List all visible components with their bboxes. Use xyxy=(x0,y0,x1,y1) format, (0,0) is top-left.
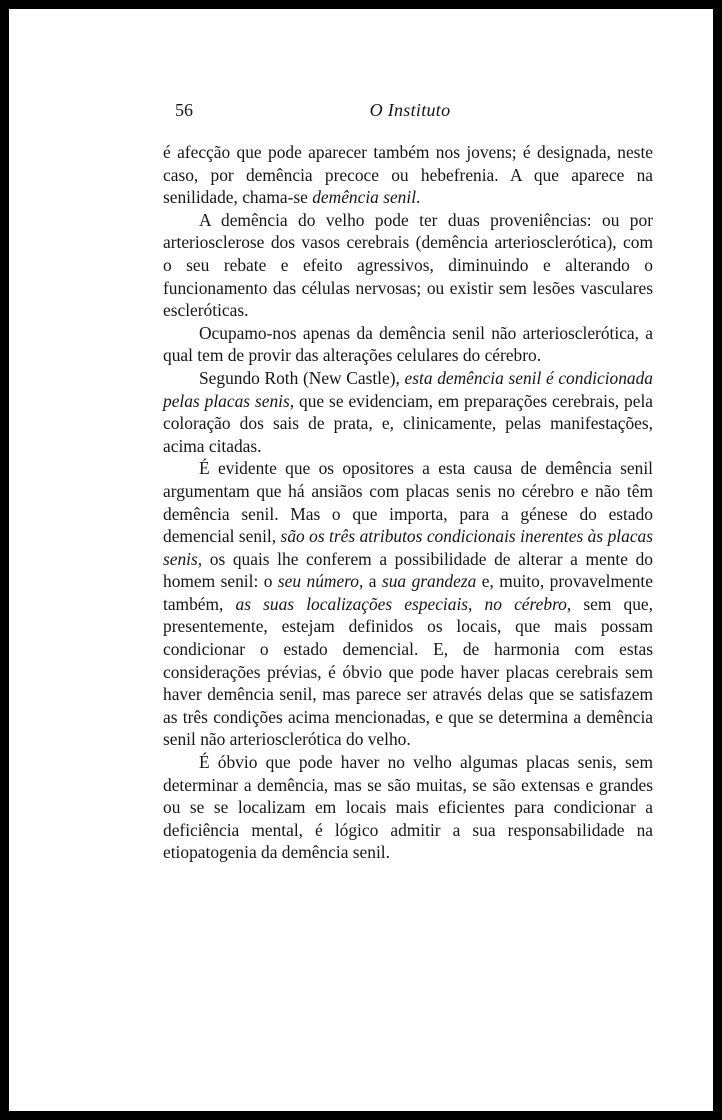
text-run: é afecção que pode aparecer também nos jovens; é designada, neste caso, por demência precoce ou hebefrenia. A que aparece na senilidade, chama-se xyxy=(163,142,653,208)
text-run: . xyxy=(416,187,421,208)
paragraph xyxy=(163,209,653,322)
text-run: Segundo Roth (New Castle), xyxy=(199,367,405,388)
paragraph xyxy=(163,367,653,457)
text-run: e, muito, provavelmente também, xyxy=(163,571,653,614)
running-title: O Instituto xyxy=(369,100,451,120)
italic-text: demência senil xyxy=(312,187,417,208)
paragraph xyxy=(163,322,653,367)
text-run: É óbvio que pode haver no velho algumas placas senis, sem determinar a demência, mas se são muitas, se são extensas e grandes ou se se localizam em locais mais eficientes para condicionar a deficiência mental, é lógico admitir a sua responsabilidade na etiopatogenia da demência senil. xyxy=(163,752,653,863)
book-page xyxy=(9,9,713,1111)
body-text xyxy=(163,141,653,864)
text-run: É evidente que os opositores a esta causa de demência senil argumentam que há ansiãos com placas senis no cérebro e não têm demência senil. Mas o que importa, para a génese do estado demencial senil, xyxy=(163,458,653,547)
italic-text: sua grandeza xyxy=(381,571,477,592)
paragraph xyxy=(163,457,653,751)
text-run: Ocupamo-nos apenas da demência senil não arteriosclerótica, a qual tem de provir das alterações celulares do cérebro. xyxy=(163,322,653,366)
page-header xyxy=(165,97,655,123)
text-run: A demência do velho pode ter duas proveniências: ou por arteriosclerose dos vasos cerebrais (demência arteriosclerótica), com o seu rebate e efeito agressivos, diminuindo e alterando o funcionamento das células nervosas; ou existir sem lesões vasculares escleróticas. xyxy=(163,209,653,321)
paragraph xyxy=(163,751,653,864)
italic-text: esta demência senil é condicionada pelas placas senis, xyxy=(163,367,653,411)
italic-text: as suas localizações especiais, no cérebro, xyxy=(235,593,572,614)
italic-text: são os três atributos condicionais inerentes às placas senis, xyxy=(163,526,653,569)
paragraph xyxy=(163,141,653,209)
text-run: a xyxy=(363,571,382,592)
text-run: sem que, presentemente, estejam definidos os locais, que mais possam condicionar o estado demencial. E, de harmonia com estas considerações prévias, é óbvio que pode haver placas cerebrais sem haver demência senil, mas parece ser através delas que se satisfazem as três condições acima mencionadas, e que se determina a demência senil não arteriosclerótica do velho. xyxy=(163,593,653,750)
text-run: que se evidenciam, em preparações cerebrais, pela coloração dos sais de prata, e, clinicamente, pelas manifestações, acima citadas. xyxy=(163,390,653,456)
italic-text: seu número, xyxy=(277,571,364,592)
text-run: os quais lhe conferem a possibilidade de alterar a mente do homem senil: o xyxy=(163,548,653,592)
page-number: 56 xyxy=(175,100,193,120)
